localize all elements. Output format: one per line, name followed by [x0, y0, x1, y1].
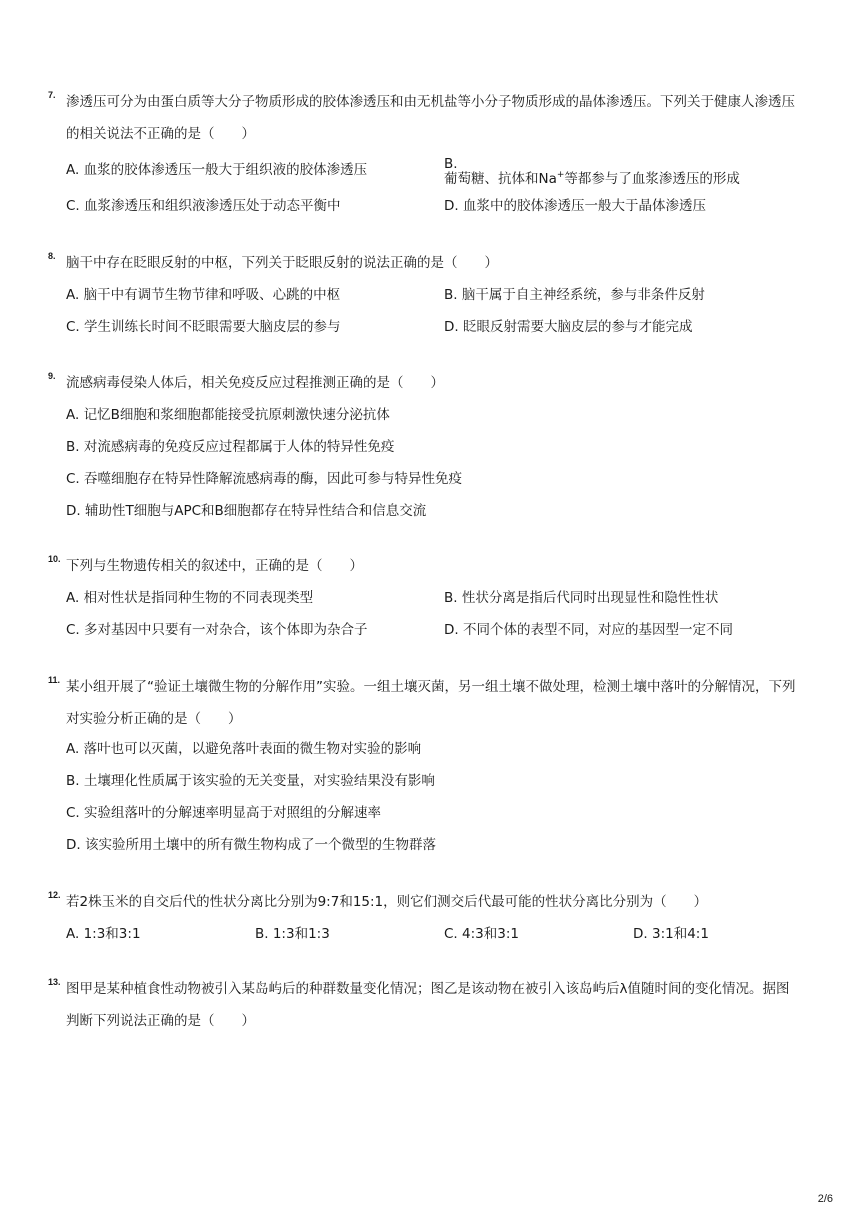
question-stem — [66, 886, 826, 918]
option-a: A. 1:3和3:1 — [66, 926, 141, 942]
option-a: A. 相对性状是指同种生物的不同表现类型 — [66, 590, 314, 606]
option-d: D. 血浆中的胶体渗透压一般大于晶体渗透压 — [444, 198, 706, 214]
question-stem — [66, 973, 826, 1037]
option-b: B. 脑干属于自主神经系统，参与非条件反射 — [444, 287, 705, 303]
option-d: D. 该实验所用土壤中的所有微生物构成了一个微型的生物群落 — [66, 837, 436, 853]
page-number: 2/6 — [817, 1193, 833, 1205]
question-stem — [66, 86, 826, 150]
option-b: B. 性状分离是指后代同时出现显性和隐性性状 — [444, 590, 719, 606]
stem-line: 图甲是某种植食性动物被引入某岛屿后的种群数量变化情况；图乙是该动物在被引入该岛屿后λ值随时间的变化情况。据图 — [66, 981, 790, 997]
question-stem — [66, 550, 826, 582]
question-stem — [66, 367, 826, 399]
question-number: 10. — [48, 554, 61, 564]
option-c: C. 学生训练长时间不眨眼需要大脑皮层的参与 — [66, 319, 341, 335]
option-a: A. 记忆B细胞和浆细胞都能接受抗原刺激快速分泌抗体 — [66, 407, 390, 423]
option-c: C. 多对基因中只要有一对杂合，该个体即为杂合子 — [66, 622, 368, 638]
question-number: 12. — [48, 890, 61, 900]
option-d: D. 辅助性T细胞与APC和B细胞都存在特异性结合和信息交流 — [66, 503, 427, 519]
question-number: 9. — [48, 371, 56, 381]
stem-line: 某小组开展了“验证土壤微生物的分解作用”实验。一组土壤灭菌，另一组土壤不做处理，检测土壤中落叶的分解情况，下列 — [66, 679, 796, 695]
option-c: C. 吞噬细胞存在特异性降解流感病毒的酶，因此可参与特异性免疫 — [66, 471, 463, 487]
question-stem — [66, 247, 826, 279]
stem-line: 渗透压可分为由蛋白质等大分子物质形成的胶体渗透压和由无机盐等小分子物质形成的晶体渗透压。下列关于健康人渗透压 — [66, 94, 795, 110]
question-number: 7. — [48, 90, 56, 100]
superscript: + — [556, 170, 565, 180]
option-c: C. 4:3和3:1 — [444, 926, 519, 942]
question-stem — [66, 671, 826, 735]
option-text — [444, 165, 740, 189]
option-c: C. 血浆渗透压和组织液渗透压处于动态平衡中 — [66, 198, 341, 214]
stem-line: 流感病毒侵染人体后，相关免疫反应过程推测正确的是（ ） — [66, 375, 444, 391]
option-d: D. 3:1和4:1 — [633, 926, 709, 942]
stem-line: 判断下列说法正确的是（ ） — [66, 1013, 255, 1029]
option-b: B. 对流感病毒的免疫反应过程都属于人体的特异性免疫 — [66, 439, 395, 455]
option-letter: B. — [444, 156, 458, 172]
stem-line: 的相关说法不正确的是（ ） — [66, 126, 255, 142]
stem-line: 若2株玉米的自交后代的性状分离比分别为9:7和15:1，则它们测交后代最可能的性状分离比分别为（ ） — [66, 894, 708, 910]
option-text-part: 葡萄糖、抗体和Na — [444, 171, 557, 187]
option-text-part: 等都参与了血浆渗透压的形成 — [564, 171, 740, 187]
option-b: B. 土壤理化性质属于该实验的无关变量，对实验结果没有影响 — [66, 773, 435, 789]
stem-line: 对实验分析正确的是（ ） — [66, 711, 242, 727]
option-b: B. 1:3和1:3 — [255, 926, 330, 942]
option-a: A. 脑干中有调节生物节律和呼吸、心跳的中枢 — [66, 287, 341, 303]
option-b — [444, 156, 804, 187]
question-number: 13. — [48, 977, 61, 987]
question-number: 8. — [48, 251, 56, 261]
option-c: C. 实验组落叶的分解速率明显高于对照组的分解速率 — [66, 805, 382, 821]
option-d: D. 不同个体的表型不同，对应的基因型一定不同 — [444, 622, 733, 638]
stem-line: 脑干中存在眨眼反射的中枢，下列关于眨眼反射的说法正确的是（ ） — [66, 255, 498, 271]
option-a: A. 血浆的胶体渗透压一般大于组织液的胶体渗透压 — [66, 162, 368, 178]
option-d: D. 眨眼反射需要大脑皮层的参与才能完成 — [444, 319, 693, 335]
stem-line: 下列与生物遗传相关的叙述中，正确的是（ ） — [66, 558, 363, 574]
question-number: 11. — [48, 675, 61, 685]
option-a: A. 落叶也可以灭菌，以避免落叶表面的微生物对实验的影响 — [66, 741, 422, 757]
